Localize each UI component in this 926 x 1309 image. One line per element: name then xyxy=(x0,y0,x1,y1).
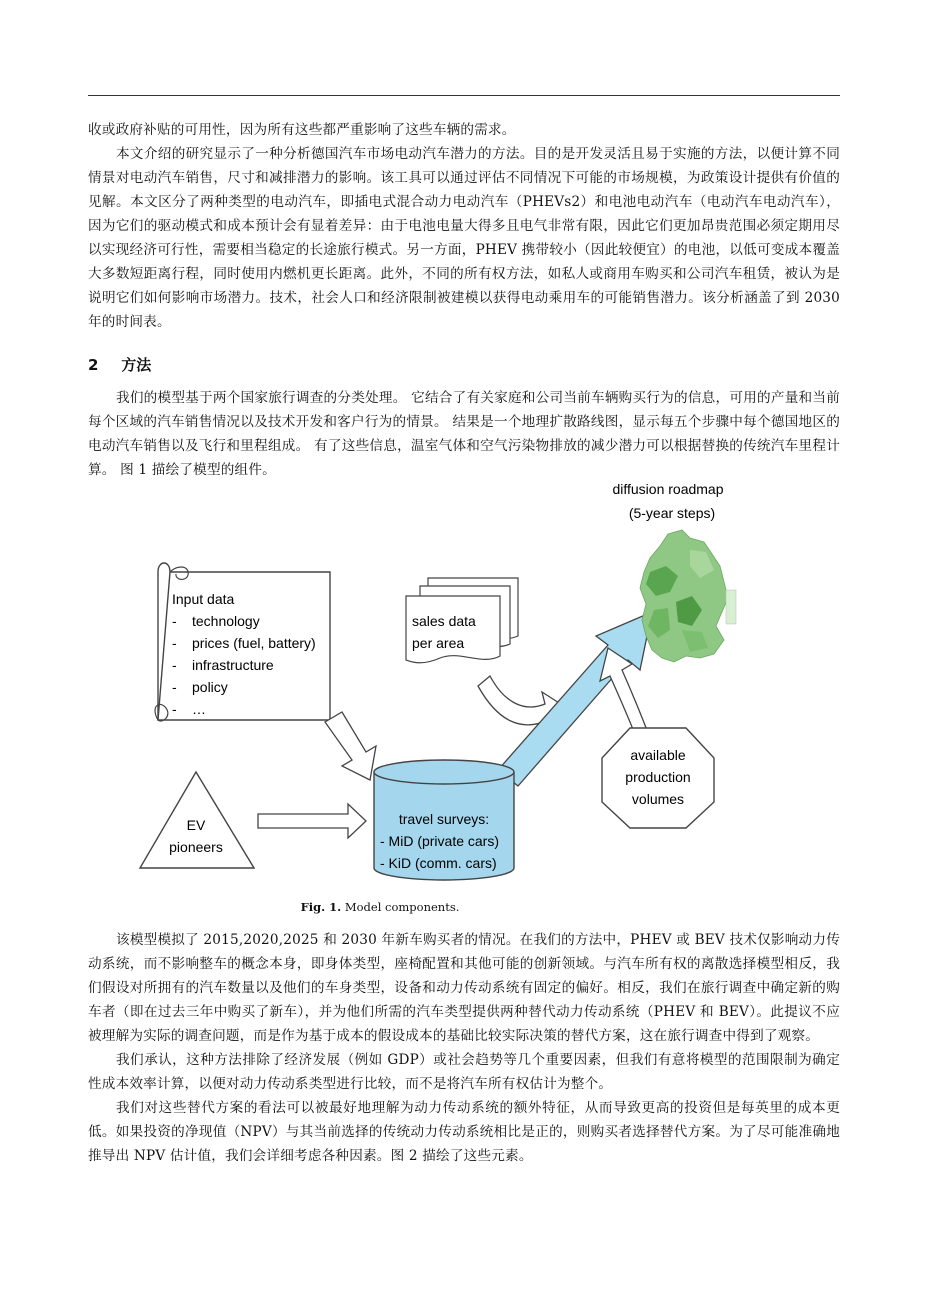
production-line2: production xyxy=(625,769,691,785)
input-item-technology: technology xyxy=(192,613,260,629)
section-heading xyxy=(88,354,151,375)
input-item-infrastructure: infrastructure xyxy=(192,657,274,673)
pioneers-line2: pioneers xyxy=(169,839,223,855)
sales-data-line2: per area xyxy=(412,635,465,651)
input-dash-1: - xyxy=(172,613,177,629)
ev-pioneers-triangle xyxy=(140,772,254,868)
production-line1: available xyxy=(630,747,686,763)
input-dash-2: - xyxy=(172,635,177,651)
arrow-pioneers-to-surveys xyxy=(258,804,366,838)
caption-text: Model components. xyxy=(341,900,460,914)
header-rule xyxy=(88,95,840,96)
paragraph-study: 本文介绍的研究显示了一种分析德国汽车市场电动汽车潜力的方法。目的是开发灵活且易于实施的方法，以便计算不同情景对电动汽车销售，尺寸和减排潜力的影响。该工具可以通过评估不同情况下可能的市场规模，为政策设计提供有价值的见解。本文区分了两种类型的电动汽车，即插电式混合动力电动汽车（PHEVs2）和电池电动汽车（电动汽车电动汽车），因为它们的驱动模式和成本预计会有显着差异：由于电池电量大得多且电气非常有限，因此它们更加昂贵范围必须定期用尽以实现经济可行性，需要相当稳定的长途旅行模式。另一方面，PHEV 携带较小（因此较便宜）的电池，以低可变成本覆盖大多数短距离行程，同时使用内燃机更长距离。此外，不同的所有权方法，如私人或商用车购买和公司汽车租赁，被认为是说明它们如何影响市场潜力。技术，社会人口和经济限制被建模以获得电动乘用车的可能销售潜力。该分析涵盖了到 2030 年的时间表。 xyxy=(88,146,840,330)
paragraph-acknowledge: 我们承认，这种方法排除了经济发展（例如 GDP）或社会趋势等几个重要因素，但我们有意将模型的范围限制为确定性成本效率计算，以便对动力传动系类型进行比较，而不是将汽车所有权估计为整个。 xyxy=(88,1052,840,1092)
production-line3: volumes xyxy=(631,791,685,807)
method-text xyxy=(88,386,840,482)
sales-data-line1: sales data xyxy=(412,613,476,629)
input-item-more: … xyxy=(192,701,206,717)
results-text xyxy=(88,928,840,1168)
sales-data-documents xyxy=(406,578,518,663)
pioneers-line1: EV xyxy=(186,817,206,833)
arrow-input-to-surveys xyxy=(325,712,376,780)
survey-mid: - MiD (private cars) xyxy=(380,833,500,849)
travel-surveys-cylinder xyxy=(374,760,514,880)
paragraph-npv: 我们对这些替代方案的看法可以被最好地理解为动力传动系统的额外特征，从而导致更高的投资但是每英里的成本更低。如果投资的净现值（NPV）与其当前选择的传统动力传动系统相比是正的，则购买者选择替代方案。为了尽可能准确地推导出 NPV 估计值，我们会详细考虑各种因素。图 2 描绘了这些元素。 xyxy=(88,1100,840,1164)
input-dash-3: - xyxy=(172,657,177,673)
input-data-scroll xyxy=(155,563,330,721)
section-title: 方法 xyxy=(121,356,152,374)
production-volumes-octagon xyxy=(602,728,714,828)
paragraph-simulation: 该模型模拟了 2015,2020,2025 和 2030 年新车购买者的情况。在我们的方法中，PHEV 或 BEV 技术仅影响动力传动系统，而不影响整车的概念本身，即身体类型，座椅配置和其他可能的创新领域。与汽车所有权的离散选择模型相反，我们假设对所拥有的汽车数量以及他们的车身类型，设备和动力传动系统有固定的偏好。相反，我们在旅行调查中确定新的购车者（即在过去三年中购买了新车），并为他们所需的汽车类型提供两种替代动力传动系统（PHEV 和 BEV）。此提议不应被理解为实际的调查问题，而是作为基于成本的假设成本的基础比较实际决策的替代方案，这在旅行调查中得到了观察。 xyxy=(88,932,840,1044)
model-diagram xyxy=(130,480,790,900)
survey-kid: - KiD (comm. cars) xyxy=(380,855,497,871)
input-dash-5: - xyxy=(172,701,177,717)
survey-title: travel surveys: xyxy=(398,811,490,827)
roadmap-title-line1: diffusion roadmap xyxy=(612,481,724,497)
input-data-title: Input data xyxy=(172,591,235,607)
input-dash-4: - xyxy=(172,679,177,695)
input-item-policy: policy xyxy=(192,679,228,695)
figure-model-components xyxy=(130,480,790,920)
section-number: 2 xyxy=(88,356,99,374)
figure-caption xyxy=(130,900,630,914)
roadmap-title-line2: (5-year steps) xyxy=(628,505,716,521)
germany-map-icon xyxy=(640,530,736,662)
paragraph-continued: 收或政府补贴的可用性，因为所有这些都严重影响了这些车辆的需求。 xyxy=(88,122,516,138)
caption-label: Fig. 1. xyxy=(300,900,342,914)
input-item-prices: prices (fuel, battery) xyxy=(192,635,316,651)
paragraph-model: 我们的模型基于两个国家旅行调查的分类处理。 它结合了有关家庭和公司当前车辆购买行为的信息，可用的产量和当前每个区域的汽车销售情况以及技术开发和客户行为的情景。 结果是一个地理扩散路线图，显示每五个步骤中每个德国地区的电动汽车销售以及飞行和里程组成。 有了这些信息，温室气体和空气污染物排放的减少潜力可以根据替换的传统汽车里程计算。 图 1 描绘了模型的组件。 xyxy=(88,390,840,478)
intro-text xyxy=(88,118,840,334)
